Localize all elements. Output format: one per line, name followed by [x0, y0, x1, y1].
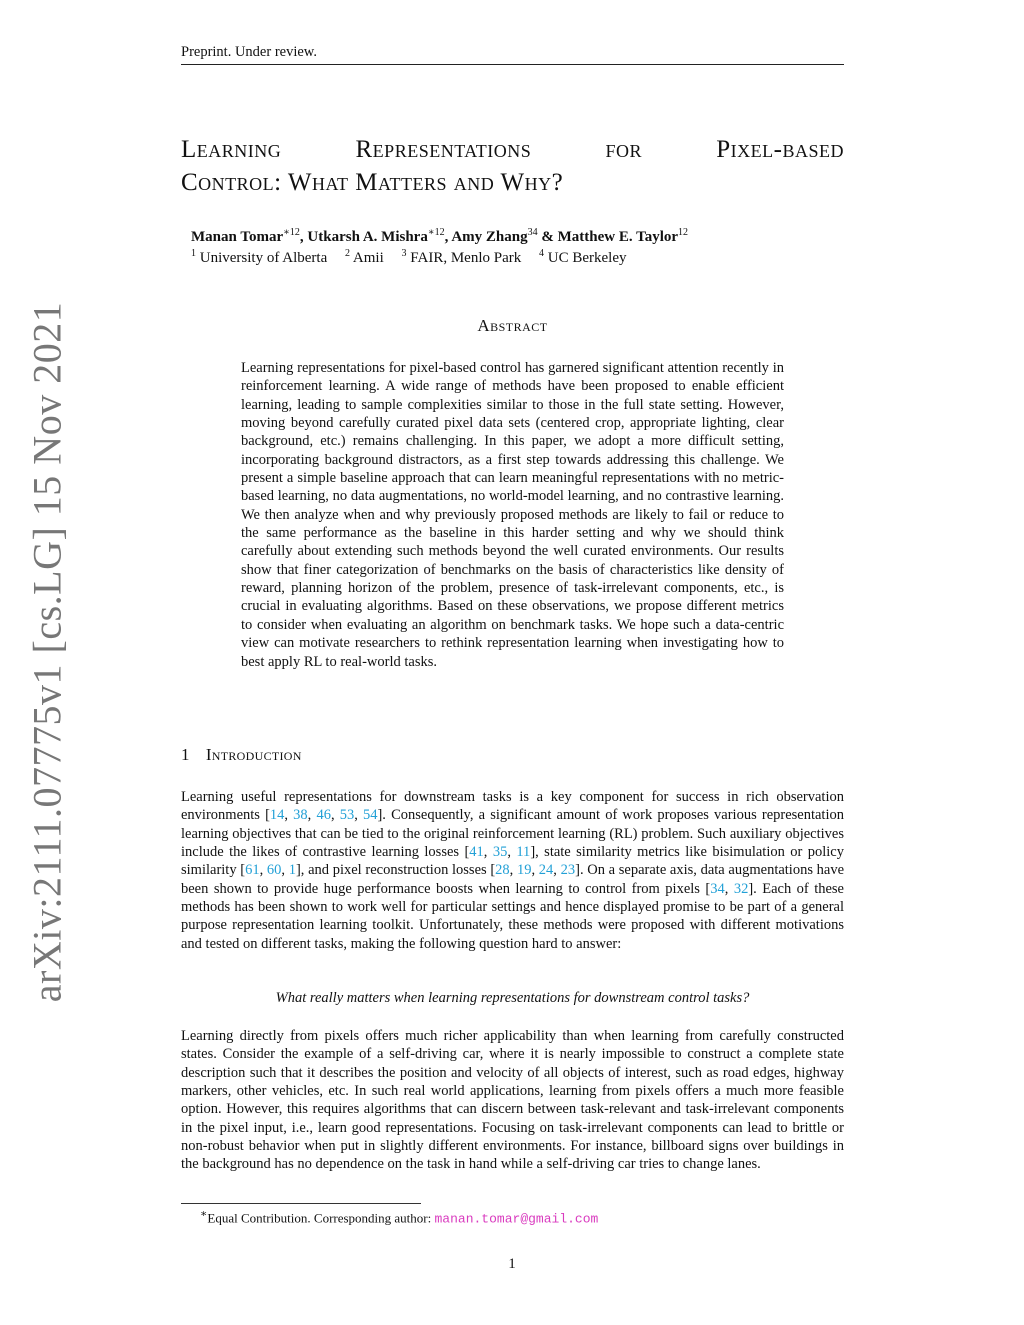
citation-link[interactable]: 11 [516, 844, 531, 861]
author-list [191, 227, 841, 246]
paragraph-text: ], and pixel reconstruction losses [ [295, 862, 496, 879]
paragraph-text: , [354, 807, 363, 824]
citation-link[interactable]: 53 [339, 807, 355, 824]
paragraph-text: , [509, 862, 517, 879]
paragraph-text: , [483, 844, 493, 861]
section-number: 1 [181, 745, 190, 764]
citation-link[interactable]: 34 [710, 880, 725, 897]
paragraph-text: , [507, 844, 517, 861]
paragraph-text: ], state similarity metrics like bisimulation or policy similarity [ [181, 844, 844, 879]
author-separator: , [299, 229, 308, 245]
arxiv-identifier-stamp[interactable]: arXiv:2111.07775v1 [cs.LG] 15 Nov 2021 [24, 301, 70, 1003]
paragraph-text: , [284, 807, 294, 824]
footnote-mark: ∗ [200, 1208, 208, 1220]
affiliation [345, 250, 384, 266]
author-separator: , [444, 229, 452, 245]
citation-link[interactable]: 35 [492, 844, 508, 861]
intro-paragraph-1 [181, 788, 844, 953]
affiliation-number: 4 [539, 248, 544, 259]
intro-paragraph-2: Learning directly from pixels offers much richer applicability than when learning from carefully constructed states. Consider the example of a self-driving car, where it is nearly impossible to construct a complete state description such that it describes the position and velocity of all objects of interest, such as road edges, highway markers, other vehicles, etc. In such real world applications, learning from pixels offers a much more feasible option. However, this requires algorithms that can discern between task-relevant and task-irrelevant components in the pixel input, i.e., learn good representations. Focusing on task-irrelevant components can lead to brittle or non-robust behavior when put in slightly different environments. For instance, billboard signs over buildings in the background has no dependence on the task in hand while a self-driving car tries to change lanes. [181, 1028, 844, 1173]
paragraph-text: , [553, 862, 561, 879]
citation-link[interactable]: 32 [733, 880, 749, 897]
affiliation-name: FAIR, Menlo Park [410, 250, 522, 266]
author-affiliation-marks: ∗12 [427, 227, 445, 238]
author-affiliation-marks: ∗12 [283, 227, 300, 238]
footnote-text: Equal Contribution. Corresponding author: [207, 1210, 435, 1226]
paragraph-text: , [724, 880, 734, 897]
paragraph-text: Learning useful representations for downstream tasks is a key component for success in rich observation environments [ [181, 789, 844, 824]
corresponding-author-email-link[interactable]: manan.tomar@gmail.com [434, 1211, 599, 1227]
citation-link[interactable]: 60 [266, 862, 282, 879]
citation-link[interactable]: 23 [560, 862, 576, 879]
citation-link[interactable]: 61 [245, 862, 260, 879]
affiliation [191, 250, 327, 266]
paragraph-text: , [330, 807, 340, 824]
author-name: Amy Zhang [451, 229, 528, 245]
affiliation-number: 1 [191, 248, 196, 259]
paragraph-text: ]. Each of these methods has been shown to work well for particular settings and hence displayed promise to be part of a general purpose representation learning toolkit. Unfortunately, these methods were proposed with different motivations and tested on different tasks, making the following question hard to answer: [181, 880, 844, 952]
author-affiliation-marks: 34 [527, 227, 538, 238]
author-affiliation-marks: 12 [678, 227, 689, 238]
affiliation [539, 250, 626, 266]
footnote [200, 1207, 598, 1226]
author-name: Matthew E. Taylor [557, 229, 679, 245]
research-question: What really matters when learning representations for downstream control tasks? [275, 990, 750, 1006]
title-line-1: Learning Representations for Pixel-based [181, 136, 844, 163]
affiliation-name: Amii [352, 250, 384, 266]
paragraph-text: , [307, 807, 317, 824]
citation-link[interactable]: 41 [469, 844, 484, 861]
section-title: Introduction [205, 745, 302, 764]
title-line-2: Control: What Matters and Why? [181, 169, 564, 196]
page-number: 1 [508, 1256, 516, 1272]
citation-link[interactable]: 14 [269, 807, 285, 824]
citation-link[interactable]: 46 [316, 807, 331, 824]
affiliation-name: University of Alberta [199, 250, 328, 266]
citation-link[interactable]: 54 [362, 807, 378, 824]
citation-link[interactable]: 38 [293, 807, 308, 824]
affiliation [402, 250, 522, 266]
affiliation-list [191, 248, 841, 267]
citation-link[interactable]: 28 [495, 862, 510, 879]
footnote-rule [181, 1203, 421, 1204]
affiliation-number: 2 [344, 248, 350, 259]
author-name: Utkarsh A. Mishra [307, 229, 428, 245]
author-separator: & [537, 229, 558, 245]
citation-link[interactable]: 1 [288, 862, 296, 879]
abstract-heading: Abstract [477, 316, 548, 335]
paper-title [181, 133, 844, 199]
citation-link[interactable]: 19 [516, 862, 532, 879]
running-header: Preprint. Under review. [181, 44, 844, 65]
author-name: Manan Tomar [191, 229, 284, 245]
section-heading-introduction [181, 745, 844, 765]
paragraph-text: ]. Consequently, a significant amount of work proposes various representation learning objectives that can be tied to the original reinforcement learning (RL) problem. Such auxiliary objectives include the likes of contrastive learning losses [ [181, 807, 844, 861]
citation-link[interactable]: 24 [538, 862, 554, 879]
paragraph-text: , [531, 862, 539, 879]
paragraph-text: ]. On a separate axis, data augmentations have been shown to provide huge performance boosts when learning to control from pixels [ [181, 862, 845, 897]
abstract-text: Learning representations for pixel-based control has garnered significant attention recently in reinforcement learning. A wide range of methods have been proposed to enable efficient learning, leading to sample complexities similar to those in the full state setting. However, moving beyond carefully curated pixel data sets (centered crop, appropriate lighting, clear background, etc.) remains challenging. In this paper, we adopt a more difficult setting, incorporating background distractors, as a first step towards addressing this challenge. We present a simple baseline approach that can learn meaningful representations with no metric-based learning, no data augmentations, no world-model learning, and no contrastive learning. We then analyze when and why previously proposed methods are likely to fail or reduce to the same performance as the baseline in this harder setting and why we should think carefully about extending such methods beyond the well curated environments. Our results show that finer categorization of benchmarks on the basis of characteristics like density of reward, planning horizon of the problem, presence of task-irrelevant components, etc., is crucial in evaluating algorithms. Based on these observations, we propose different metrics to consider when evaluating an algorithm on benchmark tasks. We hope such a data-centric view can motivate researchers to rethink representation learning when investigating how to best apply RL to real-world tasks. [241, 360, 784, 670]
paragraph-text: , [281, 862, 289, 879]
affiliation-number: 3 [401, 248, 407, 259]
paragraph-text: , [259, 862, 267, 879]
affiliation-name: UC Berkeley [547, 250, 627, 266]
